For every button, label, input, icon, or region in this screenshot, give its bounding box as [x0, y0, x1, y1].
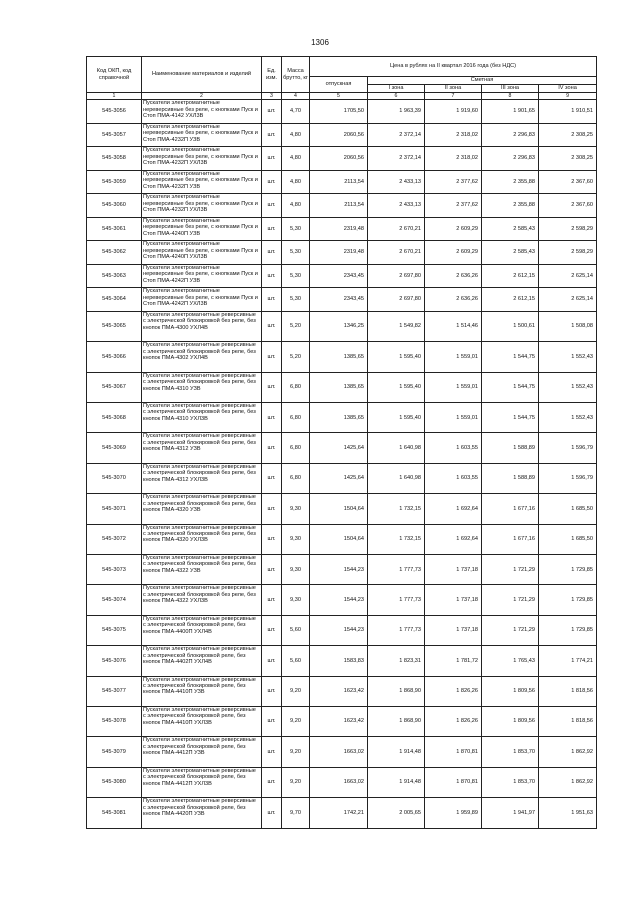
row-unit: шт. — [262, 241, 282, 265]
row-code: 545-3067 — [87, 372, 142, 402]
row-mass: 4,80 — [282, 170, 310, 194]
row-mass: 9,20 — [282, 737, 310, 767]
row-name: Пускатели электромагнитные реверсивные с электрической блокировкой без реле, без кнопок ПМА-4322 УЗВ — [142, 555, 262, 585]
row-price-otpusk: 1425,64 — [310, 463, 368, 493]
row-unit: шт. — [262, 706, 282, 736]
row-price-zone4: 1 552,43 — [539, 372, 597, 402]
table-row — [87, 311, 597, 341]
row-mass: 4,80 — [282, 194, 310, 218]
row-mass: 9,30 — [282, 524, 310, 554]
row-price-zone2: 2 609,29 — [425, 217, 482, 241]
row-mass: 5,20 — [282, 342, 310, 372]
table-row — [87, 676, 597, 706]
row-price-zone4: 1 951,63 — [539, 798, 597, 828]
row-price-zone1: 1 777,73 — [368, 615, 425, 645]
header-zone1: I зона — [368, 85, 425, 93]
row-price-zone4: 2 598,29 — [539, 241, 597, 265]
row-price-zone1: 1 868,90 — [368, 706, 425, 736]
row-code: 545-3075 — [87, 615, 142, 645]
table-row — [87, 524, 597, 554]
row-price-zone3: 1 544,75 — [482, 372, 539, 402]
row-code: 545-3062 — [87, 241, 142, 265]
row-price-zone4: 2 625,14 — [539, 288, 597, 312]
column-number: 5 — [310, 93, 368, 100]
row-price-otpusk: 2113,54 — [310, 194, 368, 218]
row-unit: шт. — [262, 194, 282, 218]
row-mass: 5,30 — [282, 288, 310, 312]
row-price-zone3: 1 765,43 — [482, 646, 539, 676]
table-row — [87, 767, 597, 797]
row-code: 545-3074 — [87, 585, 142, 615]
column-number: 6 — [368, 93, 425, 100]
header-mass: Масса брутто, кг — [282, 57, 310, 93]
table-row — [87, 555, 597, 585]
column-number: 8 — [482, 93, 539, 100]
row-price-zone1: 2 433,13 — [368, 194, 425, 218]
row-mass: 9,30 — [282, 494, 310, 524]
row-name: Пускатели электромагнитные реверсивные с электрической блокировкой без реле, без кнопок ПМА-4320 УХЛ3В — [142, 524, 262, 554]
row-price-zone4: 1 862,92 — [539, 737, 597, 767]
header-name: Наименование материалов и изделий — [142, 57, 262, 93]
row-name: Пускатели электромагнитные реверсивные с электрической блокировкой реле, без кнопок ПМА-4412П УХЛ3В — [142, 767, 262, 797]
row-unit: шт. — [262, 494, 282, 524]
row-mass: 9,20 — [282, 676, 310, 706]
row-price-zone1: 1 640,98 — [368, 463, 425, 493]
row-price-zone1: 2 433,13 — [368, 170, 425, 194]
row-unit: шт. — [262, 123, 282, 147]
row-price-zone1: 1 595,40 — [368, 403, 425, 433]
row-price-zone4: 1 729,85 — [539, 615, 597, 645]
row-price-zone2: 1 603,55 — [425, 463, 482, 493]
table-row — [87, 100, 597, 124]
row-mass: 5,30 — [282, 241, 310, 265]
table-row — [87, 646, 597, 676]
row-name: Пускатели электромагнитные нереверсивные без реле, с кнопками Пуск и Стоп ПМА-4232П УХЛ3В — [142, 194, 262, 218]
row-price-zone2: 2 377,62 — [425, 194, 482, 218]
table-row — [87, 403, 597, 433]
row-mass: 9,70 — [282, 798, 310, 828]
row-code: 545-3057 — [87, 123, 142, 147]
row-price-zone3: 1 721,29 — [482, 555, 539, 585]
row-mass: 6,80 — [282, 463, 310, 493]
row-price-zone1: 1 732,15 — [368, 494, 425, 524]
column-number: 4 — [282, 93, 310, 100]
row-price-zone4: 1 729,85 — [539, 585, 597, 615]
row-price-otpusk: 2319,48 — [310, 241, 368, 265]
row-price-zone2: 2 609,29 — [425, 241, 482, 265]
row-name: Пускатели электромагнитные нереверсивные без реле, с кнопками Пуск и Стоп ПМА-4242П УЗВ — [142, 264, 262, 288]
row-price-zone2: 1 737,18 — [425, 555, 482, 585]
row-price-zone1: 2 697,80 — [368, 288, 425, 312]
row-price-zone4: 1 729,85 — [539, 555, 597, 585]
row-unit: шт. — [262, 676, 282, 706]
row-mass: 5,60 — [282, 615, 310, 645]
row-price-zone2: 1 870,81 — [425, 767, 482, 797]
header-code: Код ОКП, код справочной — [87, 57, 142, 93]
header-zone3: III зона — [482, 85, 539, 93]
row-price-otpusk: 2343,45 — [310, 264, 368, 288]
row-code: 545-3078 — [87, 706, 142, 736]
row-price-otpusk: 2060,56 — [310, 123, 368, 147]
row-unit: шт. — [262, 264, 282, 288]
row-price-zone3: 1 853,70 — [482, 767, 539, 797]
row-price-zone1: 2 005,65 — [368, 798, 425, 828]
row-price-otpusk: 1663,02 — [310, 767, 368, 797]
row-price-zone3: 1 677,16 — [482, 494, 539, 524]
row-name: Пускатели электромагнитные нереверсивные без реле, с кнопками Пуск и Стоп ПМА-4240П УХЛ3В — [142, 241, 262, 265]
row-price-zone4: 1 508,08 — [539, 311, 597, 341]
row-price-zone3: 1 809,56 — [482, 706, 539, 736]
row-price-zone1: 1 914,48 — [368, 737, 425, 767]
row-price-zone4: 1 596,79 — [539, 463, 597, 493]
row-price-otpusk: 1544,23 — [310, 615, 368, 645]
row-price-zone3: 2 296,83 — [482, 123, 539, 147]
row-price-zone2: 2 636,26 — [425, 288, 482, 312]
row-unit: шт. — [262, 463, 282, 493]
row-price-otpusk: 1425,64 — [310, 433, 368, 463]
row-name: Пускатели электромагнитные реверсивные с электрической блокировкой без реле, без кнопок ПМА-4302 УХЛ4В — [142, 342, 262, 372]
header-zone2: II зона — [425, 85, 482, 93]
row-unit: шт. — [262, 615, 282, 645]
row-price-zone3: 1 588,89 — [482, 433, 539, 463]
row-name: Пускатели электромагнитные реверсивные с электрической блокировкой реле, без кнопок ПМА-4402П УХЛ4В — [142, 646, 262, 676]
table-row — [87, 194, 597, 218]
row-price-zone1: 1 914,48 — [368, 767, 425, 797]
table-row — [87, 147, 597, 171]
row-price-zone4: 1 818,56 — [539, 706, 597, 736]
row-price-zone4: 2 367,60 — [539, 194, 597, 218]
row-unit: шт. — [262, 767, 282, 797]
row-unit: шт. — [262, 433, 282, 463]
table-row — [87, 264, 597, 288]
row-price-zone3: 1 721,29 — [482, 585, 539, 615]
row-mass: 6,80 — [282, 433, 310, 463]
row-price-zone2: 1 870,81 — [425, 737, 482, 767]
row-price-zone1: 2 670,21 — [368, 241, 425, 265]
row-price-zone4: 2 308,25 — [539, 147, 597, 171]
row-price-zone3: 1 721,29 — [482, 615, 539, 645]
row-price-zone3: 1 500,61 — [482, 311, 539, 341]
row-price-zone1: 2 670,21 — [368, 217, 425, 241]
row-name: Пускатели электромагнитные реверсивные с электрической блокировкой без реле, без кнопок ПМА-4312 УХЛ3В — [142, 463, 262, 493]
row-code: 545-3069 — [87, 433, 142, 463]
row-name: Пускатели электромагнитные реверсивные с электрической блокировкой без реле, без кнопок ПМА-4320 УЗВ — [142, 494, 262, 524]
row-code: 545-3059 — [87, 170, 142, 194]
row-name: Пускатели электромагнитные нереверсивные без реле, с кнопками Пуск и Стоп ПМА-4232П УЗВ — [142, 170, 262, 194]
row-name: Пускатели электромагнитные нереверсивные без реле, с кнопками Пуск и Стоп ПМА-4142 УХЛ3В — [142, 100, 262, 124]
row-name: Пускатели электромагнитные нереверсивные без реле, с кнопками Пуск и Стоп ПМА-4242П УХЛ3В — [142, 288, 262, 312]
table-row — [87, 217, 597, 241]
row-price-otpusk: 1504,64 — [310, 524, 368, 554]
row-code: 545-3071 — [87, 494, 142, 524]
row-price-zone3: 1 853,70 — [482, 737, 539, 767]
row-price-zone2: 1 559,01 — [425, 342, 482, 372]
table-row — [87, 585, 597, 615]
table-row — [87, 463, 597, 493]
row-unit: шт. — [262, 288, 282, 312]
row-code: 545-3076 — [87, 646, 142, 676]
row-name: Пускатели электромагнитные реверсивные с электрической блокировкой без реле, без кнопок ПМА-4310 УЗВ — [142, 372, 262, 402]
row-code: 545-3066 — [87, 342, 142, 372]
column-number: 1 — [87, 93, 142, 100]
row-price-zone1: 1 777,73 — [368, 555, 425, 585]
row-price-zone1: 2 697,80 — [368, 264, 425, 288]
row-unit: шт. — [262, 170, 282, 194]
row-price-zone4: 1 685,50 — [539, 494, 597, 524]
row-name: Пускатели электромагнитные реверсивные с электрической блокировкой без реле, без кнопок ПМА-4312 УЗВ — [142, 433, 262, 463]
row-name: Пускатели электромагнитные реверсивные с электрической блокировкой без реле, без кнопок ПМА-4322 УХЛ3В — [142, 585, 262, 615]
row-price-zone3: 2 355,88 — [482, 170, 539, 194]
row-mass: 9,20 — [282, 706, 310, 736]
row-price-zone4: 2 367,60 — [539, 170, 597, 194]
table-row — [87, 615, 597, 645]
row-code: 545-3072 — [87, 524, 142, 554]
row-price-zone4: 1 685,50 — [539, 524, 597, 554]
row-unit: шт. — [262, 737, 282, 767]
row-price-zone3: 2 612,15 — [482, 264, 539, 288]
row-mass: 5,60 — [282, 646, 310, 676]
row-price-zone1: 2 372,14 — [368, 123, 425, 147]
table-row — [87, 433, 597, 463]
row-mass: 6,80 — [282, 372, 310, 402]
row-price-zone2: 1 919,60 — [425, 100, 482, 124]
row-price-zone4: 1 596,79 — [539, 433, 597, 463]
column-number-row — [87, 93, 597, 100]
row-code: 545-3065 — [87, 311, 142, 341]
row-price-zone3: 1 544,75 — [482, 342, 539, 372]
row-price-zone2: 1 514,46 — [425, 311, 482, 341]
row-mass: 4,80 — [282, 147, 310, 171]
table-row — [87, 494, 597, 524]
row-price-otpusk: 1705,50 — [310, 100, 368, 124]
row-code: 545-3060 — [87, 194, 142, 218]
row-price-otpusk: 1544,23 — [310, 585, 368, 615]
row-price-zone3: 2 296,83 — [482, 147, 539, 171]
row-name: Пускатели электромагнитные реверсивные с электрической блокировкой реле, без кнопок ПМА-4400П УХЛ4В — [142, 615, 262, 645]
row-name: Пускатели электромагнитные нереверсивные без реле, с кнопками Пуск и Стоп ПМА-4240П УЗВ — [142, 217, 262, 241]
row-name: Пускатели электромагнитные реверсивные с электрической блокировкой реле, без кнопок ПМА-4410П УХЛ3В — [142, 706, 262, 736]
header-zone4: IV зона — [539, 85, 597, 93]
row-code: 545-3070 — [87, 463, 142, 493]
row-price-zone2: 2 318,02 — [425, 123, 482, 147]
row-price-zone2: 1 826,26 — [425, 676, 482, 706]
row-mass: 6,80 — [282, 403, 310, 433]
row-price-zone1: 1 777,73 — [368, 585, 425, 615]
row-mass: 5,20 — [282, 311, 310, 341]
page-number: 1306 — [311, 38, 329, 47]
table-row — [87, 170, 597, 194]
row-mass: 9,20 — [282, 767, 310, 797]
row-price-otpusk: 2060,56 — [310, 147, 368, 171]
table-row — [87, 737, 597, 767]
table-header — [87, 57, 597, 100]
row-price-zone3: 1 588,89 — [482, 463, 539, 493]
row-price-zone4: 1 862,92 — [539, 767, 597, 797]
row-price-zone2: 2 377,62 — [425, 170, 482, 194]
row-price-zone4: 1 910,51 — [539, 100, 597, 124]
row-price-zone2: 1 559,01 — [425, 403, 482, 433]
header-price-group: Цена в рублях на II квартал 2016 года (без НДС) — [310, 57, 597, 77]
row-name: Пускатели электромагнитные реверсивные с электрической блокировкой без реле, без кнопок ПМА-4300 УХЛ4В — [142, 311, 262, 341]
row-price-zone2: 1 737,18 — [425, 585, 482, 615]
row-price-otpusk: 2113,54 — [310, 170, 368, 194]
row-unit: шт. — [262, 147, 282, 171]
row-mass: 9,30 — [282, 555, 310, 585]
row-price-zone2: 1 781,72 — [425, 646, 482, 676]
row-price-zone3: 2 585,43 — [482, 241, 539, 265]
row-price-zone3: 1 809,56 — [482, 676, 539, 706]
table-body — [87, 100, 597, 828]
table-row — [87, 706, 597, 736]
row-name: Пускатели электромагнитные реверсивные с электрической блокировкой реле, без кнопок ПМА-4412П УЗВ — [142, 737, 262, 767]
price-table — [86, 56, 597, 829]
row-price-otpusk: 1504,64 — [310, 494, 368, 524]
row-price-zone4: 2 625,14 — [539, 264, 597, 288]
row-code: 545-3077 — [87, 676, 142, 706]
table-row — [87, 288, 597, 312]
row-price-otpusk: 1385,65 — [310, 403, 368, 433]
row-price-zone2: 1 737,18 — [425, 615, 482, 645]
row-price-zone2: 1 559,01 — [425, 372, 482, 402]
row-price-zone1: 1 640,98 — [368, 433, 425, 463]
table-row — [87, 372, 597, 402]
row-price-otpusk: 1583,83 — [310, 646, 368, 676]
row-price-zone4: 1 818,56 — [539, 676, 597, 706]
row-name: Пускатели электромагнитные реверсивные с электрической блокировкой реле, без кнопок ПМА-4420П УЗВ — [142, 798, 262, 828]
row-price-otpusk: 1623,42 — [310, 706, 368, 736]
row-price-zone3: 1 901,65 — [482, 100, 539, 124]
row-code: 545-3064 — [87, 288, 142, 312]
row-unit: шт. — [262, 555, 282, 585]
row-price-zone2: 1 603,55 — [425, 433, 482, 463]
row-price-zone4: 2 308,25 — [539, 123, 597, 147]
row-price-zone1: 1 963,39 — [368, 100, 425, 124]
row-price-zone3: 2 585,43 — [482, 217, 539, 241]
row-price-otpusk: 1544,23 — [310, 555, 368, 585]
row-name: Пускатели электромагнитные реверсивные с электрической блокировкой без реле, без кнопок ПМА-4310 УХЛ3В — [142, 403, 262, 433]
row-price-zone3: 1 941,97 — [482, 798, 539, 828]
row-price-otpusk: 1346,25 — [310, 311, 368, 341]
row-unit: шт. — [262, 217, 282, 241]
row-price-otpusk: 2319,48 — [310, 217, 368, 241]
row-code: 545-3063 — [87, 264, 142, 288]
row-price-zone3: 2 612,15 — [482, 288, 539, 312]
row-price-zone2: 2 318,02 — [425, 147, 482, 171]
header-unit: Ед. изм. — [262, 57, 282, 93]
row-price-otpusk: 1623,42 — [310, 676, 368, 706]
row-unit: шт. — [262, 798, 282, 828]
row-mass: 5,30 — [282, 264, 310, 288]
row-name: Пускатели электромагнитные нереверсивные без реле, с кнопками Пуск и Стоп ПМА-4232П УЗВ — [142, 123, 262, 147]
row-price-zone1: 1 595,40 — [368, 342, 425, 372]
table-row — [87, 123, 597, 147]
row-unit: шт. — [262, 646, 282, 676]
row-price-zone3: 2 355,88 — [482, 194, 539, 218]
row-price-zone1: 1 549,82 — [368, 311, 425, 341]
column-number: 3 — [262, 93, 282, 100]
row-mass: 4,80 — [282, 123, 310, 147]
row-price-zone1: 1 823,31 — [368, 646, 425, 676]
header-smetnaya: Сметная — [368, 77, 597, 85]
row-price-otpusk: 1385,65 — [310, 372, 368, 402]
row-price-zone1: 1 595,40 — [368, 372, 425, 402]
row-code: 545-3073 — [87, 555, 142, 585]
row-price-otpusk: 1742,21 — [310, 798, 368, 828]
header-otpusk: отпускная — [310, 77, 368, 93]
row-code: 545-3080 — [87, 767, 142, 797]
column-number: 7 — [425, 93, 482, 100]
row-price-zone4: 1 552,43 — [539, 342, 597, 372]
column-number: 2 — [142, 93, 262, 100]
row-name: Пускатели электромагнитные реверсивные с электрической блокировкой реле, без кнопок ПМА-4410П УЗВ — [142, 676, 262, 706]
row-code: 545-3079 — [87, 737, 142, 767]
row-code: 545-3061 — [87, 217, 142, 241]
table-row — [87, 342, 597, 372]
row-price-zone1: 2 372,14 — [368, 147, 425, 171]
row-unit: шт. — [262, 585, 282, 615]
row-price-zone2: 1 826,26 — [425, 706, 482, 736]
row-code: 545-3058 — [87, 147, 142, 171]
row-price-zone1: 1 868,90 — [368, 676, 425, 706]
row-code: 545-3056 — [87, 100, 142, 124]
row-price-zone4: 1 774,21 — [539, 646, 597, 676]
row-price-zone4: 1 552,43 — [539, 403, 597, 433]
row-price-otpusk: 1663,02 — [310, 737, 368, 767]
row-price-otpusk: 2343,45 — [310, 288, 368, 312]
row-code: 545-3081 — [87, 798, 142, 828]
row-price-zone2: 1 959,89 — [425, 798, 482, 828]
row-unit: шт. — [262, 524, 282, 554]
row-price-zone3: 1 677,16 — [482, 524, 539, 554]
column-number: 9 — [539, 93, 597, 100]
row-code: 545-3068 — [87, 403, 142, 433]
row-price-zone4: 2 598,29 — [539, 217, 597, 241]
row-price-zone3: 1 544,75 — [482, 403, 539, 433]
row-price-zone2: 1 692,64 — [425, 494, 482, 524]
table-row — [87, 798, 597, 828]
row-unit: шт. — [262, 311, 282, 341]
row-price-zone1: 1 732,15 — [368, 524, 425, 554]
row-mass: 5,30 — [282, 217, 310, 241]
row-price-zone2: 2 636,26 — [425, 264, 482, 288]
row-price-zone2: 1 692,64 — [425, 524, 482, 554]
row-unit: шт. — [262, 342, 282, 372]
row-unit: шт. — [262, 372, 282, 402]
row-unit: шт. — [262, 403, 282, 433]
row-mass: 9,30 — [282, 585, 310, 615]
table-row — [87, 241, 597, 265]
row-name: Пускатели электромагнитные нереверсивные без реле, с кнопками Пуск и Стоп ПМА-4232П УХЛ3В — [142, 147, 262, 171]
row-mass: 4,70 — [282, 100, 310, 124]
row-unit: шт. — [262, 100, 282, 124]
row-price-otpusk: 1385,65 — [310, 342, 368, 372]
